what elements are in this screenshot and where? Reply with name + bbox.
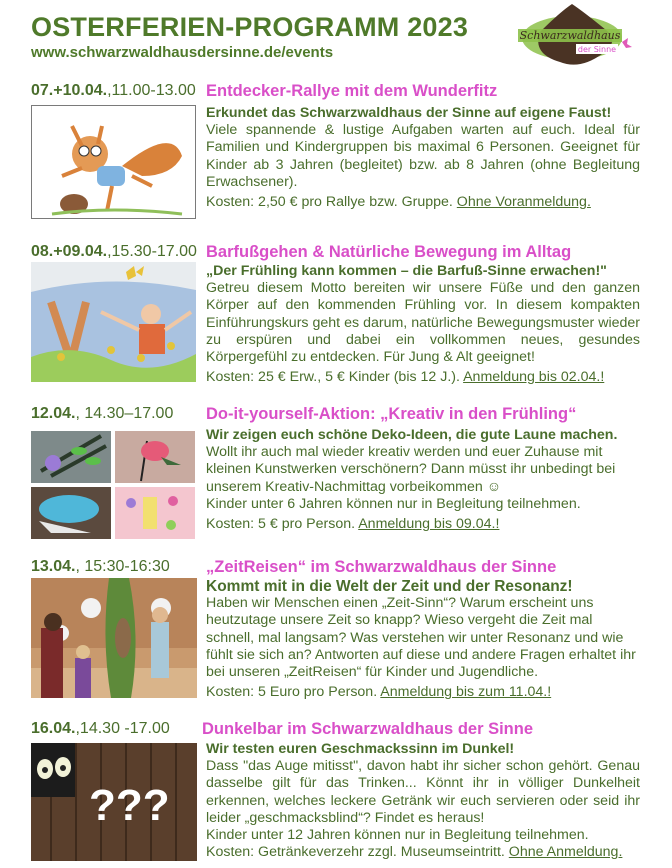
event-lead: Kommt mit in die Welt der Zeit und der Resonanz! (206, 578, 573, 595)
event-lead: Wir zeigen euch schöne Deko-Ideen, die gute Laune machen. (206, 427, 618, 443)
museum-photo (31, 578, 197, 698)
event-description (206, 741, 640, 861)
event-body: Viele spannende & lustige Aufgaben warten auf euch. Ideal für Familien und Kindergruppen bis maximal 6 Personen. Geeignet für Kinder ab 3 Jahren (begleitet) bzw. ab 8 Jahren (ohne Begleitung Erwachsener). (206, 122, 640, 190)
event-title: „ZeitReisen“ im Schwarzwaldhaus der Sinne (206, 558, 557, 576)
registration-link[interactable]: Ohne Voranmeldung. (456, 194, 591, 211)
event-datetime (31, 720, 170, 738)
svg-text:Schwarzwaldhaus: Schwarzwaldhaus (519, 29, 621, 42)
craft-collage (31, 431, 195, 539)
event-note: Kinder unter 12 Jahren können nur in Begleitung teilnehmen. (206, 827, 589, 844)
registration-link[interactable]: Anmeldung bis 09.04.! (358, 516, 500, 533)
event-date: 13.04. (31, 558, 76, 575)
event-title: Barfußgehen & Natürliche Bewegung im Alltag (206, 243, 572, 261)
question-marks: ??? (89, 781, 170, 830)
registration-link[interactable]: Ohne Anmeldung. (508, 844, 623, 861)
event-cost (206, 369, 640, 386)
event-description (206, 427, 640, 533)
logo-graphic (510, 2, 640, 72)
event-description (206, 105, 640, 211)
event-description (206, 578, 640, 701)
event-title: Dunkelbar im Schwarzwaldhaus der Sinne (202, 720, 534, 738)
event-description (206, 263, 640, 386)
event-cost (206, 684, 640, 701)
logo (510, 2, 640, 72)
event-date: 16.04. (31, 720, 76, 737)
cost-text: Kosten: 5 € pro Person. (206, 516, 359, 533)
event-cost (206, 516, 640, 533)
event-lead: „Der Frühling kann kommen – die Barfuß-Sinne erwachen!" (206, 263, 607, 279)
event-time: , 14.30–17.00 (75, 405, 174, 422)
event-time: ,14.30 -17.00 (75, 720, 170, 737)
event-date: 07.+10.04. (31, 82, 108, 99)
event-date: 08.+09.04. (31, 243, 108, 260)
event-body: Dass "das Auge mitisst", davon habt ihr sicher schon gehört. Genau dasselbe gilt für das Trinken... Könnt ihr in völliger Dunkelheit erkennen, welches leckere Getränk wir euch servieren oder seid ihr leider „geschmacksblind“? Findet es heraus! (206, 758, 640, 826)
event-time: , 15:30-16:30 (75, 558, 170, 575)
registration-link[interactable]: Anmeldung bis 02.04.! (463, 369, 605, 386)
event-datetime (31, 558, 170, 576)
cost-text: Kosten: 25 € Erw., 5 € Kinder (bis 12 J.). (206, 369, 464, 386)
dark-bar-image (31, 743, 197, 861)
registration-link[interactable]: Anmeldung bis zum 11.04.! (380, 684, 552, 701)
event-datetime (31, 82, 196, 100)
event-lead: Wir testen euren Geschmackssinn im Dunkel! (206, 741, 515, 757)
event-body: Haben wir Menschen einen „Zeit-Sinn“? Warum erscheint uns heutzutage unsere Zeit so knapp? Wieso vergeht die Zeit mal schnell, mal langsam? Was verstehen wir unter Resonanz und wie fühlt sie sich an? Antworten auf diese und andere Fragen erhaltet ihr bei unseren „ZeitReisen“ für Kinder und Jugendliche. (206, 595, 636, 681)
event-datetime (31, 405, 173, 423)
website-url[interactable]: www.schwarzwaldhausdersinne.de/events (31, 44, 334, 61)
event-cost (206, 194, 640, 211)
event-body: Getreu diesem Motto bereiten wir unsere Füße und den ganzen Körper auf den kommenden Frühling vor. In diesem kompakten Einführungskurs geht es darum, natürliche Bewegungsmuster wieder zu erspüren und dabei ein vollkommen neues, gesundes Körpergefühl zu entdecken. Für Jung & Alt geeignet! (206, 280, 640, 366)
cost-text: Kosten: 5 Euro pro Person. (206, 684, 381, 701)
event-cost (206, 844, 640, 861)
event-body: Wollt ihr auch mal wieder kreativ werden und euer Zuhause mit kleinen Kunstwerken verschönern? Dann müsst ihr unbedingt bei unserem Kreativ-Nachmittag vorbeikommen ☺ (206, 444, 616, 495)
event-datetime (31, 243, 197, 261)
event-time: ,11.00-13.00 (107, 82, 196, 99)
cost-text: Kosten: Getränkeverzehr zzgl. Museumseintritt. (206, 844, 509, 861)
event-date: 12.04. (31, 405, 76, 422)
cost-text: Kosten: 2,50 € pro Rallye bzw. Gruppe. (206, 194, 457, 211)
page-title: OSTERFERIEN-PROGRAMM 2023 (31, 12, 469, 42)
event-note: Kinder unter 6 Jahren können nur in Begleitung teilnehmen. (206, 495, 581, 512)
svg-text:der Sinne: der Sinne (577, 45, 617, 54)
children-drawing (31, 262, 196, 382)
event-time: ,15.30-17.00 (107, 243, 197, 260)
squirrel-illustration (31, 105, 196, 219)
event-title: Entdecker-Rallye mit dem Wunderfitz (206, 82, 498, 100)
event-lead: Erkundet das Schwarzwaldhaus der Sinne auf eigene Faust! (206, 105, 612, 121)
event-title: Do-it-yourself-Aktion: „Kreativ in den Frühling“ (206, 405, 577, 423)
